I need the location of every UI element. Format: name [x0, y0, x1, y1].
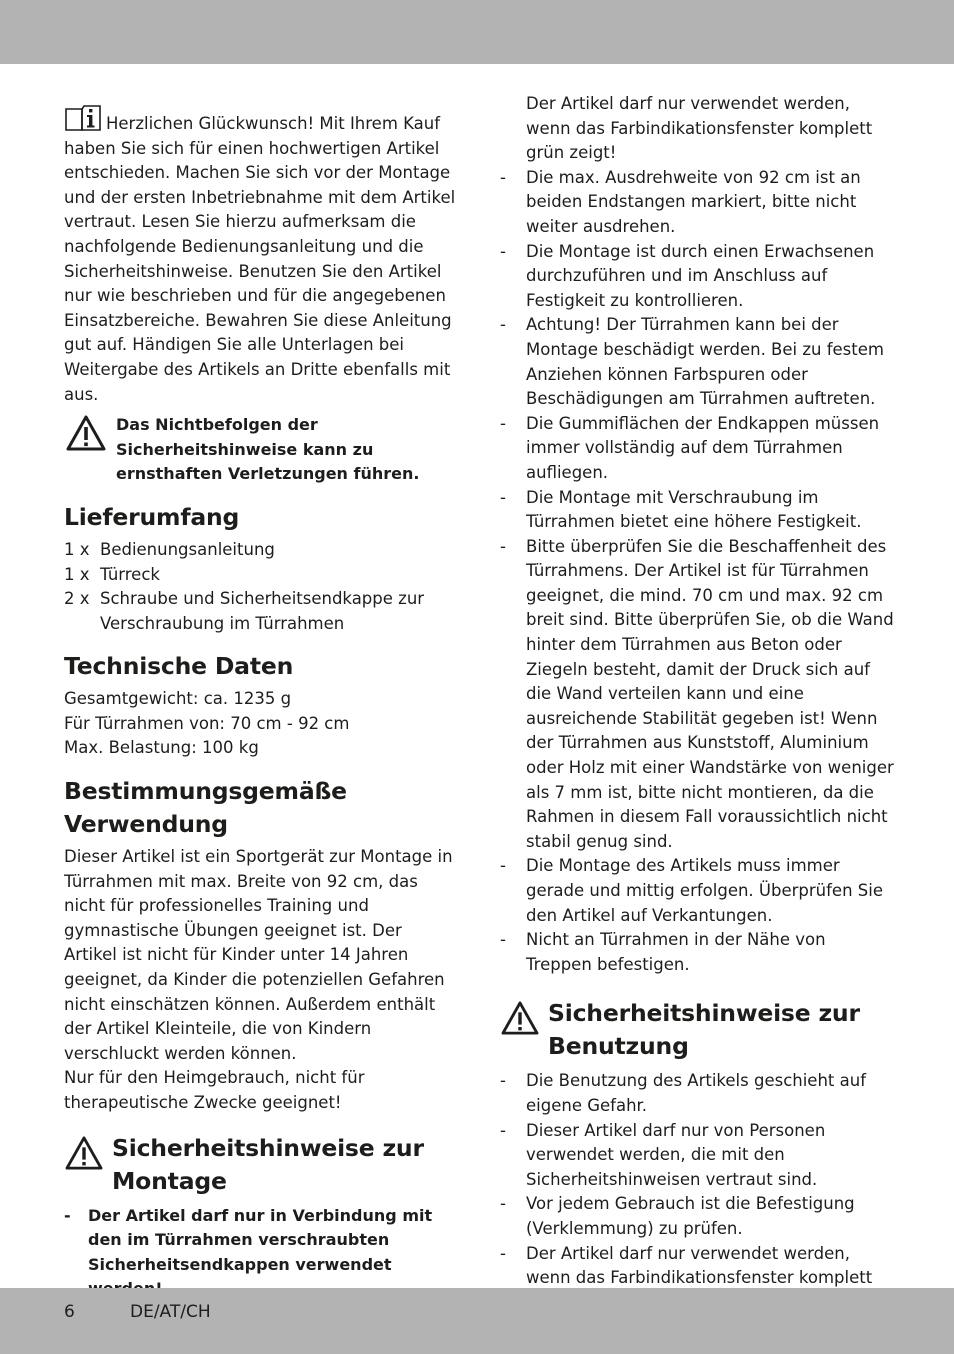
list-item: - Die Benutzung des Artikels geschieht auf eigene Gefahr.: [500, 1071, 867, 1115]
mount-heading: [64, 1132, 456, 1198]
list-item: - Die Montage ist durch einen Erwachsenen durchzuführen und im Anschluss auf Festigkeit zu kontrollieren.: [500, 241, 875, 310]
usage-heading: [500, 997, 894, 1063]
list-item: - Achtung! Der Türrahmen kann bei der Montage beschädigt werden. Bei zu festem Anziehen können Farbspuren oder Beschädigungen am Türrahmen auftreten.: [500, 315, 884, 409]
scope-item: 1 x Türreck: [64, 564, 160, 584]
use-text-home: Nur für den Heimgebrauch, nicht für therapeutische Zwecke geeignet!: [64, 1068, 365, 1112]
book-info-icon: [64, 104, 102, 132]
list-item: - Die Montage mit Verschraubung im Türrahmen bietet eine höhere Festigkeit.: [500, 487, 862, 532]
tech-data: [64, 687, 456, 761]
warning-triangle-icon: [64, 1136, 104, 1170]
warning-triangle-icon: [500, 1001, 540, 1035]
use-title: Bestimmungsgemäße Verwendung: [64, 777, 347, 839]
tech-max-load: Max. Belastung: 100 kg: [64, 738, 259, 758]
tech-weight: Gesamtgewicht: ca. 1235 g: [64, 689, 292, 709]
usage-title: Sicherheitshinweise zur Benutzung: [548, 999, 860, 1061]
right-column: [500, 92, 894, 1315]
mount-continuation: Der Artikel darf nur verwendet werden, wenn das Farbindikationsfenster komplett grün zeigt!: [526, 94, 873, 163]
intro-warning-text: Das Nichtbefolgen der Sicherheitshinweise kann zu ernsthaften Verletzungen führen.: [116, 415, 420, 484]
list-item: - Die Gummiflächen der Endkappen müssen immer vollständig auf dem Türrahmen aufliegen.: [500, 413, 880, 482]
scope-item: 1 x Bedienungsanleitung: [64, 539, 275, 559]
warning-triangle-icon: [64, 415, 108, 451]
list-item: - Die Montage des Artikels muss immer gerade und mittig erfolgen. Überprüfen Sie den Artikel auf Verkantungen.: [500, 856, 883, 925]
intro-text: Herzlichen Glückwunsch! Mit Ihrem Kauf haben Sie sich für einen hochwertigen Artikel entschieden. Machen Sie sich vor der Montage und der ersten Inbetriebnahme mit dem Artikel vertraut. Lesen Sie hierzu aufmerksam die nachfolgende Bedienungsanleitung und die Sicherheitshinweise. Benutzen Sie den Artikel nur wie beschrieben und für die angegebenen Einsatzbereiche. Bewahren Sie diese Anleitung gut auf. Händigen Sie alle Unterlagen bei Weitergabe des Artikels an Dritte ebenfalls mit aus.: [64, 114, 456, 404]
scope-list: [64, 538, 456, 636]
use-text: Dieser Artikel ist ein Sportgerät zur Montage in Türrahmen mit max. Breite von 92 cm, das nicht für professionelles Training und gymnastische Übungen geeignet ist. Der Artikel ist nicht für Kinder unter 14 Jahren geeignet, da Kinder die potenziellen Gefahren nicht einschätzen können. Außerdem enthält der Artikel Kleinteile, die von Kindern verschluckt werden können.: [64, 847, 453, 1063]
mount-title: Sicherheitshinweise zur Montage: [112, 1133, 424, 1195]
mount-bold-item: - Der Artikel darf nur in Verbindung mit den im Türrahmen verschraubten Sicherheitsendkappen verwendet: [64, 1205, 433, 1274]
list-item: - Bitte überprüfen Sie die Beschaffenheit des Türrahmens. Der Artikel ist für Türrahmen geeignet, die mind. 70 cm und max. 92 cm breit sind. Bitte überprüfen Sie, ob die Wand hinter dem Türrahmen aus Beton oder Ziegeln besteht, damit der Druck sich auf die Wand verteilen kann und eine ausreichende Stabilität gegeben ist! Wenn der Türrahmen aus Kunststoff, Aluminium oder Holz mit einer Wandstärke von weniger als 7 mm ist, bitte nicht montieren, da die Rahmen in diesem Fall voraussichtlich nicht stabil genug sind.: [500, 536, 894, 851]
page-number: 6: [64, 1302, 75, 1322]
list-item: - Die max. Ausdrehweite von 92 cm ist an beiden Endstangen markiert, bitte nicht weiter ausdrehen.: [500, 167, 861, 236]
usage-list: [500, 1069, 894, 1315]
header-bar: [0, 0, 954, 64]
intro-warning: [64, 413, 456, 487]
left-column: [64, 92, 456, 1302]
intro-paragraph: [64, 104, 456, 407]
tech-title: Technische Daten: [64, 652, 294, 681]
mount-list: [500, 166, 894, 978]
tech-frame-width: Für Türrahmen von: 70 cm - 92 cm: [64, 713, 350, 733]
list-item: - Dieser Artikel darf nur von Personen verwendet werden, die mit den Sicherheitshinweisen vertraut sind.: [500, 1120, 826, 1189]
list-item: - Vor jedem Gebrauch ist die Befestigung (Verklemmung) zu prüfen.: [500, 1194, 855, 1238]
list-item: - Der Artikel darf nur verwendet werden, wenn das Farbindikationsfenster komplett: [500, 1243, 873, 1288]
scope-title: Lieferumfang: [64, 502, 240, 531]
scope-item: 2 x Schraube und Sicherheitsendkappe zur Verschraubung im Türrahmen: [64, 589, 425, 633]
list-item: - Nicht an Türrahmen in der Nähe von Treppen befestigen.: [500, 930, 826, 974]
region-label: DE/AT/CH: [130, 1302, 211, 1322]
